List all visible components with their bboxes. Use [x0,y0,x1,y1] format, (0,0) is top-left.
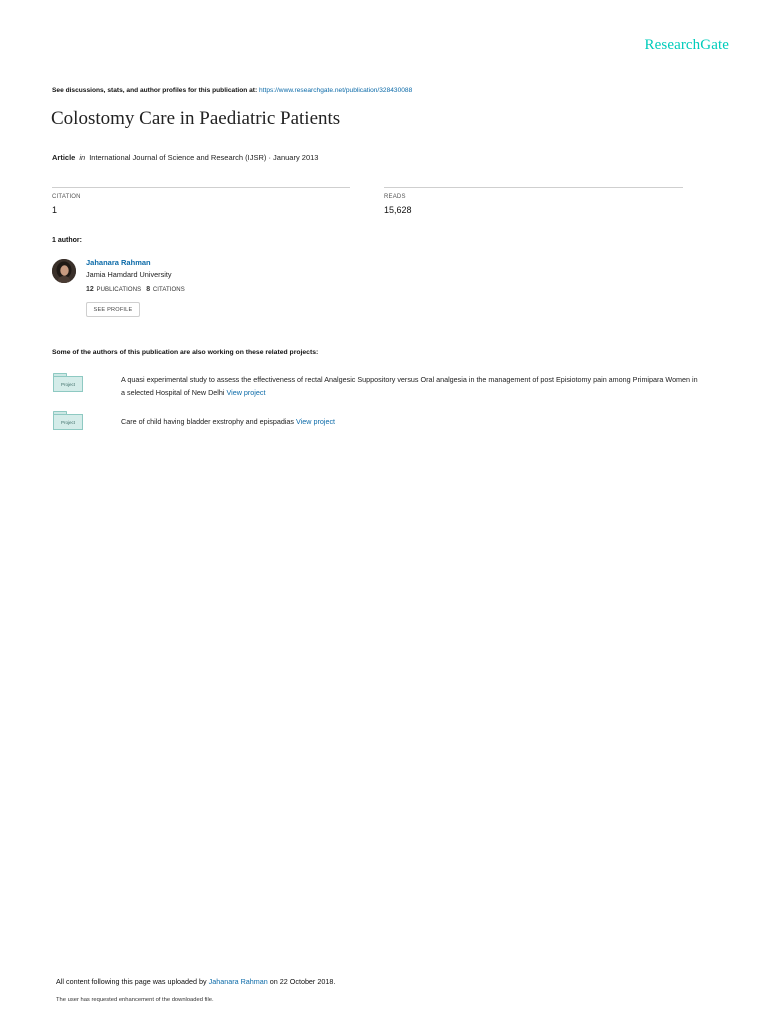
project-text: A quasi experimental study to assess the effectiveness of rectal Analgesic Suppository versus Oral analgesia in the management of post Episiotomy pain among Primipara Women in a selected Hospital of New Delhi [121,375,698,397]
project-description [121,416,701,429]
reads-value: 15,628 [384,205,412,215]
publication-title: Colostomy Care in Paediatric Patients [51,108,341,129]
enhancement-note: The user has requested enhancement of the downloaded file. [56,997,214,1003]
see-profile-button[interactable]: SEE PROFILE [86,302,140,317]
upload-prefix: All content following this page was uploaded by [56,977,209,986]
citation-divider [52,187,350,188]
project-description [121,374,701,399]
project-thumb-label: Project [53,414,83,430]
author-avatar[interactable] [52,259,76,283]
author-institution: Jamia Hamdard University [86,270,172,279]
project-thumb-label: Project [53,376,83,392]
upload-notice [56,977,335,986]
citation-value: 1 [52,205,58,215]
author-name-link[interactable]: Jahanara Rahman [86,258,151,267]
publication-journal: International Journal of Science and Research (IJSR) · January 2013 [89,153,319,162]
project-thumbnail[interactable] [53,411,83,430]
publication-meta [52,153,318,162]
publication-in-word: in [79,153,86,162]
author-stats [86,286,185,293]
author-publications-label: PUBLICATIONS [96,287,142,293]
researchgate-logo[interactable]: ResearchGate [644,37,729,53]
project-thumbnail[interactable] [53,373,83,392]
publication-type: Article [52,153,76,162]
view-project-link[interactable]: View project [296,417,336,426]
see-discussions-line [52,87,412,94]
related-projects-heading: Some of the authors of this publication are also working on these related projects: [52,349,319,356]
see-discussions-text: See discussions, stats, and author profiles for this publication at: [52,87,260,94]
author-publications-count: 12 [86,286,94,293]
author-photo-icon [52,259,76,283]
author-citations-count: 8 [146,286,151,293]
author-citations-label: CITATIONS [152,287,185,293]
uploader-link[interactable]: Jahanara Rahman [208,977,268,986]
project-text: Care of child having bladder exstrophy and epispadias [121,417,297,426]
reads-divider [384,187,683,188]
citation-label: CITATION [52,194,81,200]
view-project-link[interactable]: View project [226,387,266,397]
authors-heading: 1 author: [52,237,82,244]
upload-suffix: on 22 October 2018. [267,977,336,986]
reads-label: READS [384,194,406,200]
publication-url-link[interactable]: https://www.researchgate.net/publication/328430088 [259,87,413,94]
